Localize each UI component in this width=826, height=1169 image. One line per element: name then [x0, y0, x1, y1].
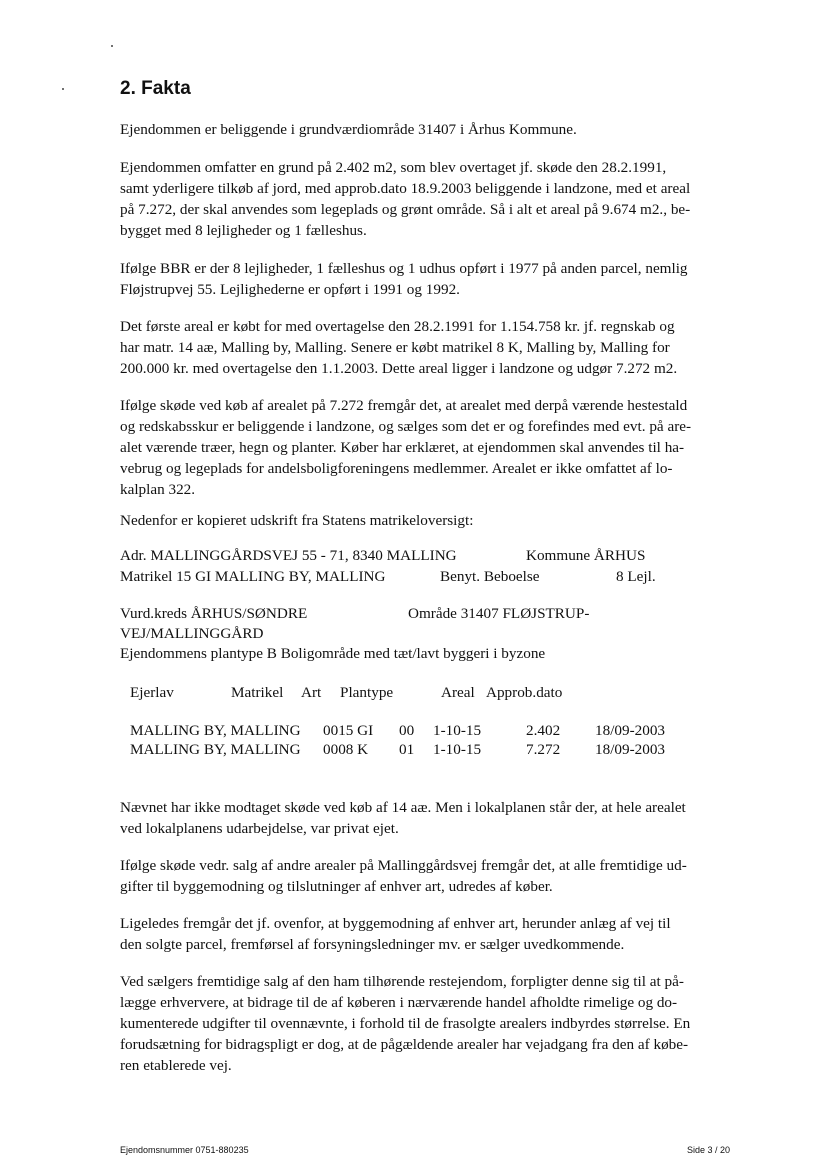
text-line: Ligeledes fremgår det jf. ovenfor, at byggemodning af enhver art, herunder anlæg af vej til: [120, 915, 671, 932]
scan-speck: [62, 88, 64, 90]
text-line: Nævnet har ikke modtaget skøde ved køb af 14 aæ. Men i lokalplanen står der, at hele arealet: [120, 799, 686, 816]
table-cell-plantype: 1-10-15: [433, 741, 482, 758]
table-cell-plantype: 1-10-15: [433, 722, 482, 739]
section-heading: 2. Fakta: [120, 78, 191, 99]
table-header-plantype: Plantype: [340, 684, 394, 701]
table-header-art: Art: [301, 684, 322, 701]
table-cell-approb: 18/09-2003: [595, 722, 666, 739]
registry-address: Adr. MALLINGGÅRDSVEJ 55 - 71, 8340 MALLING: [120, 547, 457, 564]
registry-benyt: Benyt. Beboelse: [440, 568, 540, 585]
text-line: 200.000 kr. med overtagelse den 1.1.2003. Dette areal ligger i landzone og udgør 7.272 m2.: [120, 360, 678, 377]
text-line: Ejendommen omfatter en grund på 2.402 m2, som blev overtaget jf. skøde den 28.2.1991,: [120, 159, 667, 176]
registry-omraade-cont: VEJ/MALLINGGÅRD: [120, 625, 264, 642]
table-cell-matrikel: 0008 K: [323, 741, 369, 758]
paragraph: [120, 258, 760, 300]
footer-page-number: Side 3 / 20: [687, 1145, 731, 1155]
text-line: Ifølge skøde vedr. salg af andre arealer på Mallinggårdsvej fremgår det, at alle fremtidige ud-: [120, 857, 687, 874]
paragraph: [120, 971, 760, 1076]
text-line: Ifølge BBR er der 8 lejligheder, 1 fælleshus og 1 udhus opført i 1977 på anden parcel, nemlig: [120, 260, 688, 277]
paragraph: [120, 913, 760, 955]
text-line: kalplan 322.: [120, 481, 196, 498]
text-line: på 7.272, der skal anvendes som legeplads og grønt område. Så i alt et areal på 9.674 m2., be-: [120, 201, 691, 218]
registry-vurdkreds: Vurd.kreds ÅRHUS/SØNDRE: [120, 605, 308, 622]
registry-plantype: Ejendommens plantype B Boligområde med tæt/lavt byggeri i byzone: [120, 645, 546, 662]
text-line: bygget med 8 lejligheder og 1 fælleshus.: [120, 222, 367, 239]
scan-speck: [111, 45, 113, 47]
paragraph: [120, 119, 760, 140]
paragraph: [120, 395, 760, 500]
text-line: har matr. 14 aæ, Malling by, Malling. Senere er købt matrikel 8 K, Malling by, Malling for: [120, 339, 670, 356]
table-header-ejerlav: Ejerlav: [130, 684, 174, 701]
text-line: lægge erhververe, at bidrage til de af køberen i nærværende handel afholdte rimelige og do-: [120, 994, 678, 1011]
text-line: og redskabsskur er beliggende i landzone, og sælges som det er og forefindes med evt. på are-: [120, 418, 692, 435]
text-line: forudsætning for bidragspligt er dog, at de pågældende arealer har vejadgang fra den af købe-: [120, 1036, 689, 1053]
text-line: Fløjstrupvej 55. Lejlighederne er opført i 1991 og 1992.: [120, 281, 460, 298]
paragraph: [120, 316, 760, 379]
text-line: Nedenfor er kopieret udskrift fra Statens matrikeloversigt:: [120, 512, 474, 529]
text-line: kumenterede udgifter til ovennævnte, i forhold til de frasolgte arealers indbyrdes størrelse. En: [120, 1015, 691, 1032]
paragraph: [120, 510, 760, 531]
table-cell-art: 01: [399, 741, 415, 758]
registry-omraade: Område 31407 FLØJSTRUP-: [408, 605, 590, 622]
table-header-approb: Approb.dato: [486, 684, 563, 701]
text-line: Ejendommen er beliggende i grundværdiområde 31407 i Århus Kommune.: [120, 121, 577, 138]
text-line: gifter til byggemodning og tilslutninger af enhver art, udredes af køber.: [120, 878, 553, 895]
text-line: Det første areal er købt for med overtagelse den 28.2.1991 for 1.154.758 kr. jf. regnskab og: [120, 318, 675, 335]
text-line: ren etablerede vej.: [120, 1057, 232, 1074]
registry-lejl: 8 Lejl.: [616, 568, 656, 585]
text-line: Ifølge skøde ved køb af arealet på 7.272 fremgår det, at arealet med derpå værende hestestald: [120, 397, 688, 414]
table-cell-approb: 18/09-2003: [595, 741, 666, 758]
text-line: ved lokalplanens udarbejdelse, var privat ejet.: [120, 820, 399, 837]
table-header-areal: Areal: [441, 684, 475, 701]
text-line: den solgte parcel, fremførsel af forsyningsledninger mv. er sælger uvedkommende.: [120, 936, 625, 953]
table-cell-matrikel: 0015 GI: [323, 722, 374, 739]
table-header-matrikel: Matrikel: [231, 684, 284, 701]
paragraph: [120, 157, 760, 241]
registry-kommune: Kommune ÅRHUS: [526, 547, 646, 564]
footer-property-number: Ejendomsnummer 0751-880235: [120, 1145, 249, 1155]
registry-matrikel: Matrikel 15 GI MALLING BY, MALLING: [120, 568, 386, 585]
text-line: alet værende træer, hegn og planter. Køber har erklæret, at ejendommen skal anvendes til ha-: [120, 439, 685, 456]
text-line: vebrug og legeplads for andelsboligforeningens medlemmer. Arealet er ikke omfattet af lo-: [120, 460, 673, 477]
table-cell-art: 00: [399, 722, 415, 739]
paragraph: [120, 797, 760, 839]
table-cell-areal: 7.272: [526, 741, 561, 758]
table-cell-ejerlav: MALLING BY, MALLING: [130, 741, 301, 758]
paragraph: [120, 855, 760, 897]
text-line: samt yderligere tilkøb af jord, med approb.dato 18.9.2003 beliggende i landzone, med et areal: [120, 180, 691, 197]
table-cell-ejerlav: MALLING BY, MALLING: [130, 722, 301, 739]
table-cell-areal: 2.402: [526, 722, 561, 739]
text-line: Ved sælgers fremtidige salg af den ham tilhørende restejendom, forpligter denne sig til at på-: [120, 973, 684, 990]
